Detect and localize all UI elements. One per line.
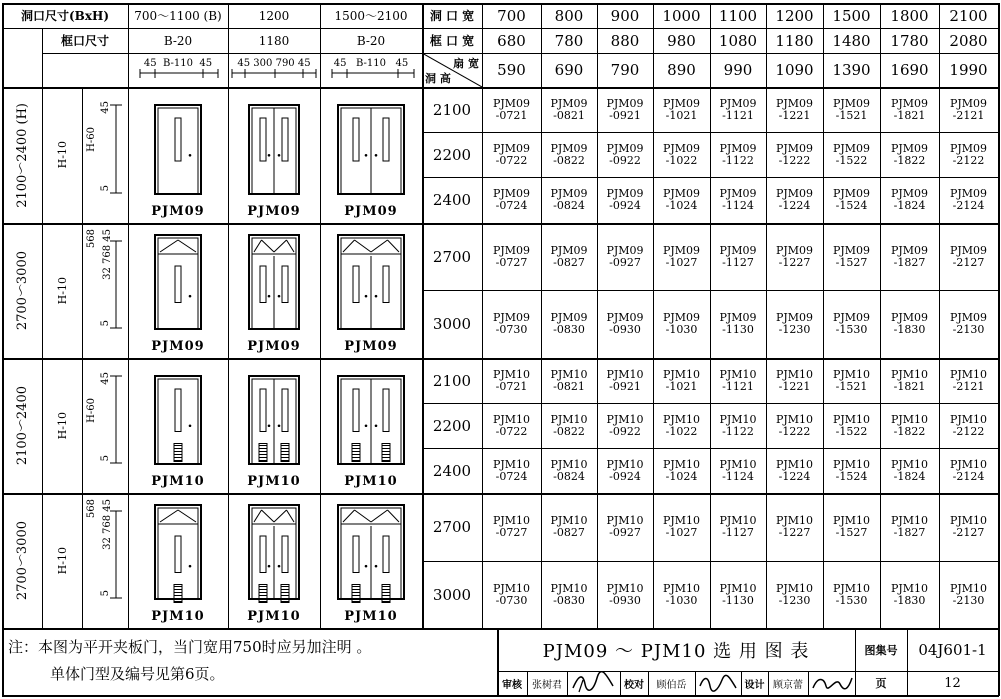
col-group-2: 1200 [258,8,290,23]
door-code-cell: PJM10 -0927 [606,514,644,539]
door-code-cell: PJM09 -2127 [949,243,988,269]
frame-height-label [42,223,82,358]
door-elevation [128,223,228,358]
height-10: 3000 [432,585,472,604]
height-range-text: 2100～2400 (H) [14,102,30,208]
door-code-cell: PJM10 -0730 [492,581,531,607]
col-group-1: 700～1100 (B) [134,9,222,23]
door-code-cell: PJM09 -0927 [606,243,644,269]
frame-width-7: 1480 [832,31,871,50]
door-code-cell: PJM09 -1022 [662,141,701,167]
door-code-cell: PJM10 -1121 [719,367,757,393]
door-code-cell: PJM10 -1027 [662,514,701,539]
door-code-cell: PJM09 -0822 [550,141,588,167]
door-code-cell: PJM10 -1127 [719,514,757,539]
door-code-cell: PJM10 -0822 [550,412,588,438]
door-code-cell: PJM09 -1130 [719,311,757,336]
door-elevation [228,223,320,358]
door-code-cell: PJM09 -0721 [492,96,531,122]
dimension-column [82,87,128,223]
door-code-cell: PJM10 -0921 [606,367,644,393]
door-code-cell: PJM09 -0924 [606,187,644,212]
door-code-cell: PJM10 -1222 [775,412,814,438]
door-code-cell: PJM10 -0924 [606,457,644,483]
door-code-cell: PJM10 -0721 [492,367,531,393]
door-type-label: PJM10 [151,474,205,489]
door-code-cell: PJM09 -1230 [775,311,814,336]
door-code-cell: PJM09 -1527 [832,243,871,269]
door-type-label: PJM09 [151,339,205,354]
door-code-cell: PJM10 -1227 [775,514,814,539]
door-type-label: PJM09 [344,204,398,219]
dim-lines [128,68,422,80]
height-5: 3000 [432,315,472,333]
door-code-cell: PJM09 -1824 [890,187,929,212]
checker-name: 顾伯岳 [656,679,687,691]
dimension-label: 5 [100,455,111,462]
door-code-cell: PJM09 -2121 [949,96,988,122]
frame-height-label [42,358,82,493]
opening-width-9: 2100 [949,6,988,25]
door-code-cell: PJM09 -0827 [550,243,588,269]
door-code-cell: PJM10 -0727 [492,514,531,539]
door-code-cell: PJM10 -1124 [719,457,757,483]
frame-height-text: H-10 [55,546,69,575]
door-code-cell: PJM10 -1822 [890,412,929,438]
door-code-cell: PJM09 -2130 [949,311,988,336]
atlas-label: 图集号 [864,643,898,657]
height-range-label [2,87,42,223]
door-code-cell: PJM10 -1022 [662,412,701,438]
note-line-2: 单体门型及编号见第6页。 [50,665,225,683]
door-code-cell: PJM10 -1821 [890,367,929,393]
door-code-cell: PJM09 -1522 [832,141,871,167]
dimension-label: 568 [86,229,97,249]
door-code-cell: PJM09 -0830 [550,311,588,336]
door-code-cell: PJM09 -1027 [662,243,701,269]
dimension-label: 32 768 45 [102,499,113,550]
door-code-cell: PJM09 -0722 [492,141,531,167]
door-elevation [320,493,422,628]
door-elevation [320,358,422,493]
door-elevation [128,87,228,223]
door-code-cell: PJM09 -1821 [890,96,929,122]
opening-width-5: 1100 [718,6,758,25]
frame-height-label [42,493,82,628]
dimension-label: H-60 [86,127,97,152]
opening-size-label: 洞口尺寸(BxH) [21,9,109,23]
leaf-width-2: 690 [554,61,584,79]
dimension-label: 568 [86,499,97,519]
dimension-label: 32 768 45 [102,229,113,280]
height-8: 2400 [432,461,472,480]
page-label: 页 [875,677,887,690]
door-code-cell: PJM10 -1122 [719,412,757,438]
door-code-cell: PJM09 -0727 [492,243,531,269]
frame-width-8: 1780 [890,31,929,50]
frame-width-2: 780 [554,31,584,50]
height-range-text: 2100～2400 [14,385,30,466]
dimension-column [82,493,128,628]
drawing-title: PJM09 ～ PJM10 选 用 图 表 [542,640,810,662]
door-type-label: PJM09 [247,204,301,219]
dimension-label: 5 [100,185,111,192]
opening-width-4: 1000 [662,6,701,25]
frame-size-2: 1180 [258,33,290,48]
dim-strip-3: 45 B-110 45 [333,57,409,69]
door-code-cell: PJM09 -1021 [662,96,701,122]
reviewer-name: 张树君 [532,679,562,691]
door-type-label: PJM10 [247,609,301,624]
door-code-cell: PJM09 -1830 [890,311,929,336]
height-7: 2200 [432,416,472,435]
diag-header [422,53,482,87]
opening-width-label: 洞 口 宽 [429,9,475,23]
height-4: 2700 [432,247,472,266]
leaf-width-1: 590 [497,61,526,79]
door-code-cell: PJM09 -0730 [492,311,531,336]
dimension-label: 5 [100,320,111,327]
reviewer-signature [567,671,620,695]
door-code-cell: PJM10 -0827 [550,514,588,539]
door-elevation [320,87,422,223]
door-code-cell: PJM09 -0921 [606,96,644,122]
door-code-cell: PJM10 -1830 [890,581,929,607]
door-code-cell: PJM10 -0922 [606,412,644,438]
frame-height-label [42,87,82,223]
door-code-cell: PJM10 -1224 [775,457,814,483]
door-type-label: PJM10 [344,609,398,624]
frame-size-1: B-20 [163,33,193,48]
frame-width-4: 980 [667,31,696,50]
door-elevation [128,358,228,493]
door-elevation [228,358,320,493]
frame-height-text: H-10 [55,141,69,169]
frame-width-label: 框 口 宽 [429,34,475,48]
opening-width-6: 1200 [775,6,814,25]
door-code-cell: PJM09 -1122 [719,141,757,167]
door-code-cell: PJM09 -1224 [775,187,814,212]
door-code-cell: PJM10 -1021 [662,367,701,393]
door-code-cell: PJM10 -1024 [662,457,701,483]
door-code-cell: PJM10 -1230 [775,581,814,607]
door-code-cell: PJM09 -0824 [550,187,588,212]
door-code-cell: PJM09 -1227 [775,243,814,269]
door-code-cell: PJM09 -1521 [832,96,871,122]
opening-width-8: 1800 [890,6,929,25]
leaf-width-6: 1090 [775,61,814,79]
frame-height-text: H-10 [55,276,69,305]
door-type-label: PJM10 [247,474,301,489]
door-code-cell: PJM10 -2121 [949,367,988,393]
door-code-cell: PJM10 -0830 [550,581,588,607]
height-range-label [2,223,42,358]
door-code-cell: PJM10 -1527 [832,514,871,539]
door-elevation [128,493,228,628]
door-type-label: PJM10 [151,609,205,624]
door-code-cell: PJM09 -1024 [662,187,701,212]
height-6: 2100 [432,371,472,390]
door-code-cell: PJM10 -1824 [890,457,929,483]
frame-size-label: 框口尺寸 [60,34,109,48]
frame-width-6: 1180 [775,31,814,50]
door-code-cell: PJM09 -0821 [550,96,588,122]
door-code-cell: PJM10 -0824 [550,457,588,483]
door-code-cell: PJM09 -1030 [662,311,701,336]
door-code-cell: PJM09 -0724 [492,187,531,212]
door-code-cell: PJM09 -1121 [719,96,757,122]
door-code-cell: PJM09 -2122 [949,141,988,167]
door-type-label: PJM09 [151,204,205,219]
check-label: 校对 [624,679,644,691]
leaf-width-3: 790 [610,61,640,79]
door-width-label: 扇 宽 [453,57,479,70]
border-bottom [2,695,999,697]
height-2: 2200 [432,145,472,164]
dimension-label: 45 [100,372,111,385]
door-elevation [228,493,320,628]
dim-strip-2: 45 300 790 45 [237,57,311,69]
door-code-cell: PJM09 -1221 [775,96,814,122]
door-elevation [320,223,422,358]
height-range-label [2,493,42,628]
opening-width-1: 700 [497,6,526,25]
designer-signature [808,671,855,695]
leaf-width-4: 890 [667,61,696,79]
height-3: 2400 [432,191,472,209]
col-group-3: 1500～2100 [334,9,408,23]
frame-width-9: 2080 [949,31,988,50]
door-type-label: PJM10 [344,474,398,489]
frame-width-1: 680 [497,31,526,50]
opening-width-7: 1500 [832,6,871,25]
dimension-column [82,223,128,358]
leaf-width-9: 1990 [949,61,988,79]
door-code-cell: PJM10 -1522 [832,412,871,438]
height-range-label [2,358,42,493]
door-code-cell: PJM10 -1521 [832,367,871,393]
door-code-cell: PJM10 -1827 [890,514,929,539]
door-code-cell: PJM09 -1524 [832,187,871,212]
dimension-label: 5 [100,590,111,597]
door-code-cell: PJM10 -1524 [832,457,871,483]
door-code-cell: PJM09 -2124 [949,187,988,212]
door-code-cell: PJM10 -2122 [949,412,988,438]
door-code-cell: PJM10 -2124 [949,457,988,483]
frame-width-3: 880 [610,31,640,50]
door-code-cell: PJM10 -1530 [832,581,871,607]
door-code-cell: PJM10 -0930 [606,581,644,607]
height-1: 2100 [432,100,472,119]
door-code-cell: PJM10 -1221 [775,367,814,393]
door-code-cell: PJM10 -2130 [949,581,988,607]
door-elevation [228,87,320,223]
door-code-cell: PJM10 -0821 [550,367,588,393]
door-code-cell: PJM09 -0922 [606,141,644,167]
note-line-1: 注：本图为平开夹板门，当门宽用750时应另加注明 。 [8,638,372,656]
door-type-label: PJM09 [247,339,301,354]
door-code-cell: PJM09 -1530 [832,311,871,336]
checker-signature [695,671,741,695]
door-code-cell: PJM10 -0722 [492,412,531,438]
designer-name: 顾京蕾 [773,679,803,691]
door-code-cell: PJM09 -1822 [890,141,929,167]
border-right [998,3,1000,696]
door-code-cell: PJM10 -2127 [949,514,988,539]
opening-height-label: 洞 高 [425,72,451,85]
frame-height-text: H-10 [55,411,69,440]
opening-width-2: 800 [554,6,584,25]
atlas-number: 04J601-1 [918,640,987,659]
frame-size-3: B-20 [356,33,386,48]
leaf-width-8: 1690 [890,61,929,79]
door-code-cell: PJM09 -1827 [890,243,929,269]
dimension-column [82,358,128,493]
dimension-label: H-60 [86,398,97,423]
page-number: 12 [944,675,961,691]
door-code-cell: PJM09 -1124 [719,187,757,212]
leaf-width-7: 1390 [832,61,871,79]
height-range-text: 2700～3000 [14,520,30,601]
door-code-cell: PJM10 -1030 [662,581,701,607]
door-type-label: PJM09 [344,339,398,354]
review-label: 审核 [502,679,522,691]
design-label: 设计 [744,679,765,691]
dim-strip-1: 45 B-110 45 [143,57,213,69]
door-code-cell: PJM09 -0930 [606,311,644,336]
leaf-width-5: 990 [723,61,753,79]
height-9: 2700 [432,518,472,536]
door-code-cell: PJM09 -1222 [775,141,814,167]
dimension-label: 45 [100,101,111,114]
door-code-cell: PJM10 -0724 [492,457,531,483]
frame-width-5: 1080 [718,31,758,50]
opening-width-3: 900 [610,6,640,25]
door-code-cell: PJM09 -1127 [719,243,757,269]
height-range-text: 2700～3000 [14,250,30,331]
door-code-cell: PJM10 -1130 [719,581,757,607]
